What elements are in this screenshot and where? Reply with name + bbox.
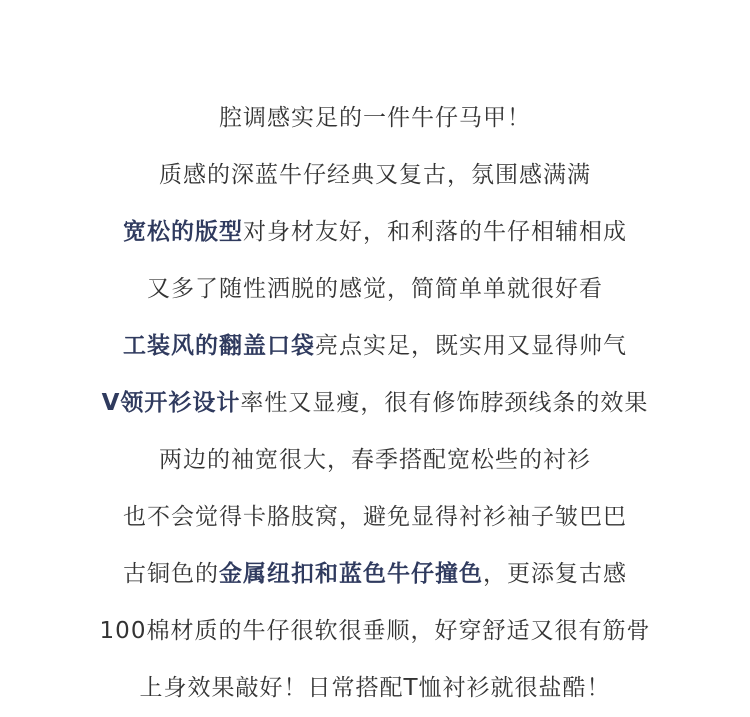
description-line-7 [0,432,750,489]
line-text: 两边的袖宽很大，春季搭配宽松些的衬衫 [159,447,591,473]
line-text: 上身效果敲好！日常搭配T恤衬衫就很盐酷！ [139,675,611,701]
description-line-2 [0,147,750,204]
description-line-5 [0,318,750,375]
line-highlight: 金属纽扣和蓝色牛仔撞色 [219,561,483,587]
description-line-6 [0,375,750,432]
line-text: 亮点实足，既实用又显得帅气 [315,333,627,359]
description-line-11 [0,660,750,717]
description-line-9 [0,546,750,603]
line-text: ，更添复古感 [483,561,627,587]
line-highlight: 宽松的版型 [123,219,243,245]
line-text: 古铜色的 [123,561,219,587]
description-line-4 [0,261,750,318]
line-text: 率性又显瘦，很有修饰脖颈线条的效果 [240,390,649,416]
product-description [0,90,750,717]
description-line-10 [0,603,750,660]
description-line-1 [0,90,750,147]
line-text: 腔调感实足的一件牛仔马甲！ [219,105,531,131]
line-text: 100棉材质的牛仔很软很垂顺，好穿舒适又很有筋骨 [99,618,651,644]
description-line-8 [0,489,750,546]
line-highlight: 工装风的翻盖口袋 [123,333,315,359]
line-highlight: V领开衫设计 [101,390,241,416]
line-text: 又多了随性洒脱的感觉，简简单单就很好看 [147,276,603,302]
description-line-3 [0,204,750,261]
line-text: 也不会觉得卡胳肢窝，避免显得衬衫袖子皱巴巴 [123,504,627,530]
line-text: 质感的深蓝牛仔经典又复古，氛围感满满 [159,162,591,188]
line-text: 对身材友好，和利落的牛仔相辅相成 [243,219,627,245]
